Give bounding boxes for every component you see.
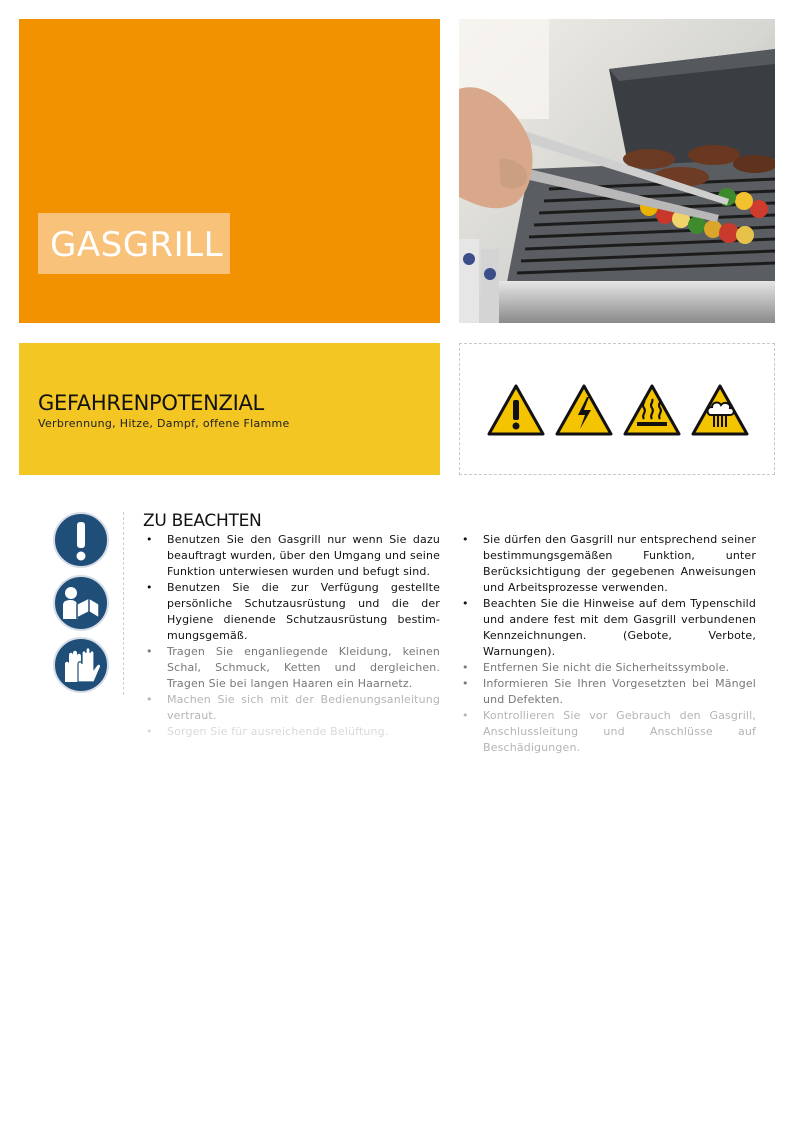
warning-signs-panel bbox=[459, 343, 775, 475]
hot-surface-warning-icon bbox=[622, 383, 682, 437]
bullet: • bbox=[462, 661, 469, 674]
notes-list-left bbox=[146, 532, 440, 740]
bullet: • bbox=[462, 533, 469, 546]
hazard-title: GEFAHRENPOTENZIAL bbox=[38, 391, 264, 415]
list-item: • Beachten Sie die Hinweise auf dem Typenschild und andere fest mit dem Gasgrill verbundenen Kennzeichnungen. (Gebote, Verbote, Warnungen). bbox=[462, 597, 756, 658]
notes-title: ZU BEACHTEN bbox=[143, 511, 262, 531]
list-item: • Machen Sie sich mit der Bedienungsanleitung vertraut. bbox=[146, 693, 440, 722]
bullet: • bbox=[146, 581, 153, 594]
list-item: • Benutzen Sie den Gasgrill nur wenn Sie dazu beauftragt wurden, über den Umgang und seine Funktion unterwiesen wurden und befugt sind. bbox=[146, 533, 440, 578]
page-title: GASGRILL bbox=[50, 225, 224, 265]
list-item: • Benutzen Sie die zur Verfügung gestellte persönliche Schutzausrüstung und die der Hygiene dienende Schutzausrüstung bestimmungsgemäß. bbox=[146, 581, 440, 642]
bullet: • bbox=[462, 597, 469, 610]
hazard-panel bbox=[19, 343, 440, 475]
bullet: • bbox=[462, 709, 469, 722]
wear-gloves-icon bbox=[52, 636, 110, 694]
grill-photo bbox=[459, 19, 775, 323]
list-item: • Entfernen Sie nicht die Sicherheitssymbole. bbox=[462, 661, 730, 674]
list-item: • Sie dürfen den Gasgrill nur entsprechend seiner bestimmungsgemäßen Funktion, unter Berücksichtigung der gegebenen Anweisungen und Arbeitsprozesse verwenden. bbox=[462, 533, 756, 594]
bullet: • bbox=[146, 645, 153, 658]
hazard-subtitle: Verbrennung, Hitze, Dampf, offene Flamme bbox=[38, 417, 290, 430]
list-item: • Sorgen Sie für ausreichende Belüftung. bbox=[146, 725, 389, 738]
explosion-warning-icon bbox=[690, 383, 750, 437]
list-item: • Kontrollieren Sie vor Gebrauch den Gasgrill, Anschlussleitung und Anschlüsse auf Beschädigungen. bbox=[462, 709, 756, 754]
general-warning-icon bbox=[486, 383, 546, 437]
notes-list-right bbox=[462, 532, 756, 756]
bullet: • bbox=[146, 533, 153, 546]
electricity-warning-icon bbox=[554, 383, 614, 437]
mandatory-action-icon bbox=[52, 511, 110, 569]
list-item: • Tragen Sie enganliegende Kleidung, keinen Schal, Schmuck, Ketten und dergleichen. Tragen Sie bei langen Haaren ein Haarnetz. bbox=[146, 645, 440, 690]
title-box bbox=[38, 213, 230, 274]
read-manual-icon bbox=[52, 574, 110, 632]
list-item: • Informieren Sie Ihren Vorgesetzten bei Mängel und Defekten. bbox=[462, 677, 756, 706]
bullet: • bbox=[462, 677, 469, 690]
divider bbox=[123, 512, 124, 695]
title-panel bbox=[19, 19, 440, 323]
bullet: • bbox=[146, 725, 153, 738]
bullet: • bbox=[146, 693, 153, 706]
